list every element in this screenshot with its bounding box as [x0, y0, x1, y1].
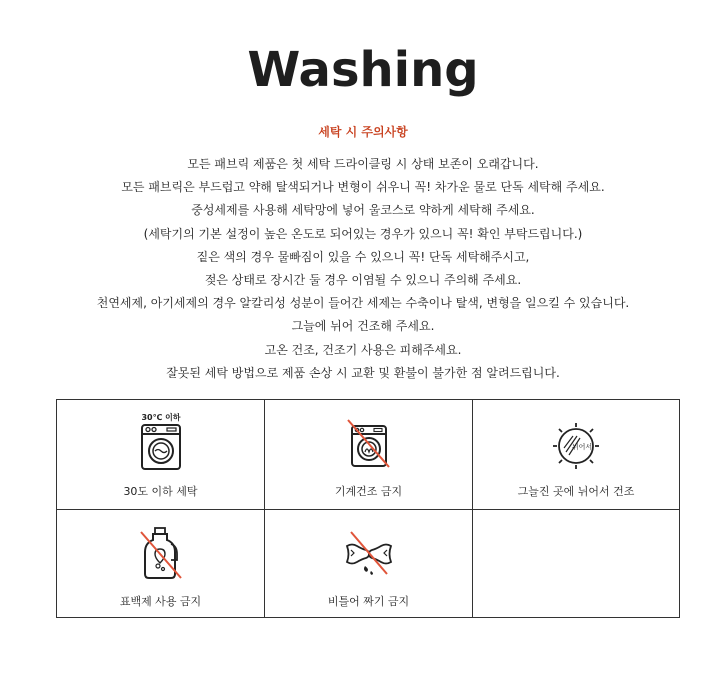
care-note: 젖은 상태로 장시간 둘 경우 이염될 수 있으니 주의해 주세요. — [204, 272, 522, 287]
care-cell-no-bleach — [57, 510, 265, 617]
care-notes-list — [0, 153, 726, 385]
care-note: 고온 건조, 건조기 사용은 피해주세요. — [264, 342, 462, 357]
page-title: Washing — [247, 42, 479, 98]
no-tumble-dry-icon — [339, 412, 399, 472]
care-label: 비틀어 짜기 금지 — [327, 595, 410, 608]
care-icon-table — [56, 399, 680, 618]
care-cell-no-wring — [265, 510, 473, 617]
care-note: 그늘에 뉘어 건조해 주세요. — [291, 319, 435, 334]
care-note: 모든 패브릭 제품은 첫 세탁 드라이클링 시 상태 보존이 오래갑니다. — [187, 157, 539, 171]
section-subtitle: 세탁 시 주의사항 — [318, 125, 408, 139]
icon-caption: 30℃ 이하 — [140, 413, 181, 422]
care-note: (세탁기의 기본 설정이 높은 온도로 되어있는 경우가 있으니 꼭! 확인 부탁드립니다.) — [143, 226, 583, 241]
care-cell-empty — [473, 510, 679, 617]
care-note: 천연세제, 아기세제의 경우 알칼리성 성분이 들어간 세제는 수축이나 탈색, 변형을 일으킬 수 있습니다. — [96, 296, 630, 311]
care-note: 모든 패브릭은 부드럽고 약해 탈색되거나 변형이 쉬우니 꼭! 차가운 물로 단독 세탁해 주세요. — [121, 180, 605, 195]
no-bleach-icon — [131, 522, 191, 582]
care-label: 30도 이하 세탁 — [123, 485, 198, 498]
care-cell-dry-flat-shade — [473, 400, 679, 510]
care-note: 짙은 색의 경우 물빠짐이 있을 수 있으니 꼭! 단독 세탁해주시고, — [196, 249, 530, 264]
care-note: 중성세제를 사용해 세탁망에 넣어 울코스로 약하게 세탁해 주세요. — [191, 203, 535, 218]
icon-caption: 뉘어서 — [571, 443, 593, 451]
washing-machine-30-icon — [131, 412, 191, 472]
care-label: 표백제 사용 금지 — [119, 595, 202, 608]
care-label: 그늘진 곳에 뉘어서 건조 — [517, 485, 635, 498]
care-cell-no-tumble-dry — [265, 400, 473, 510]
dry-flat-shade-icon — [546, 412, 606, 472]
care-cell-wash-30 — [57, 400, 265, 510]
care-label: 기계건조 금지 — [334, 485, 403, 498]
care-note: 잘못된 세탁 방법으로 제품 손상 시 교환 및 환불이 불가한 점 알려드립니다. — [166, 365, 560, 380]
no-wring-icon — [339, 522, 399, 582]
